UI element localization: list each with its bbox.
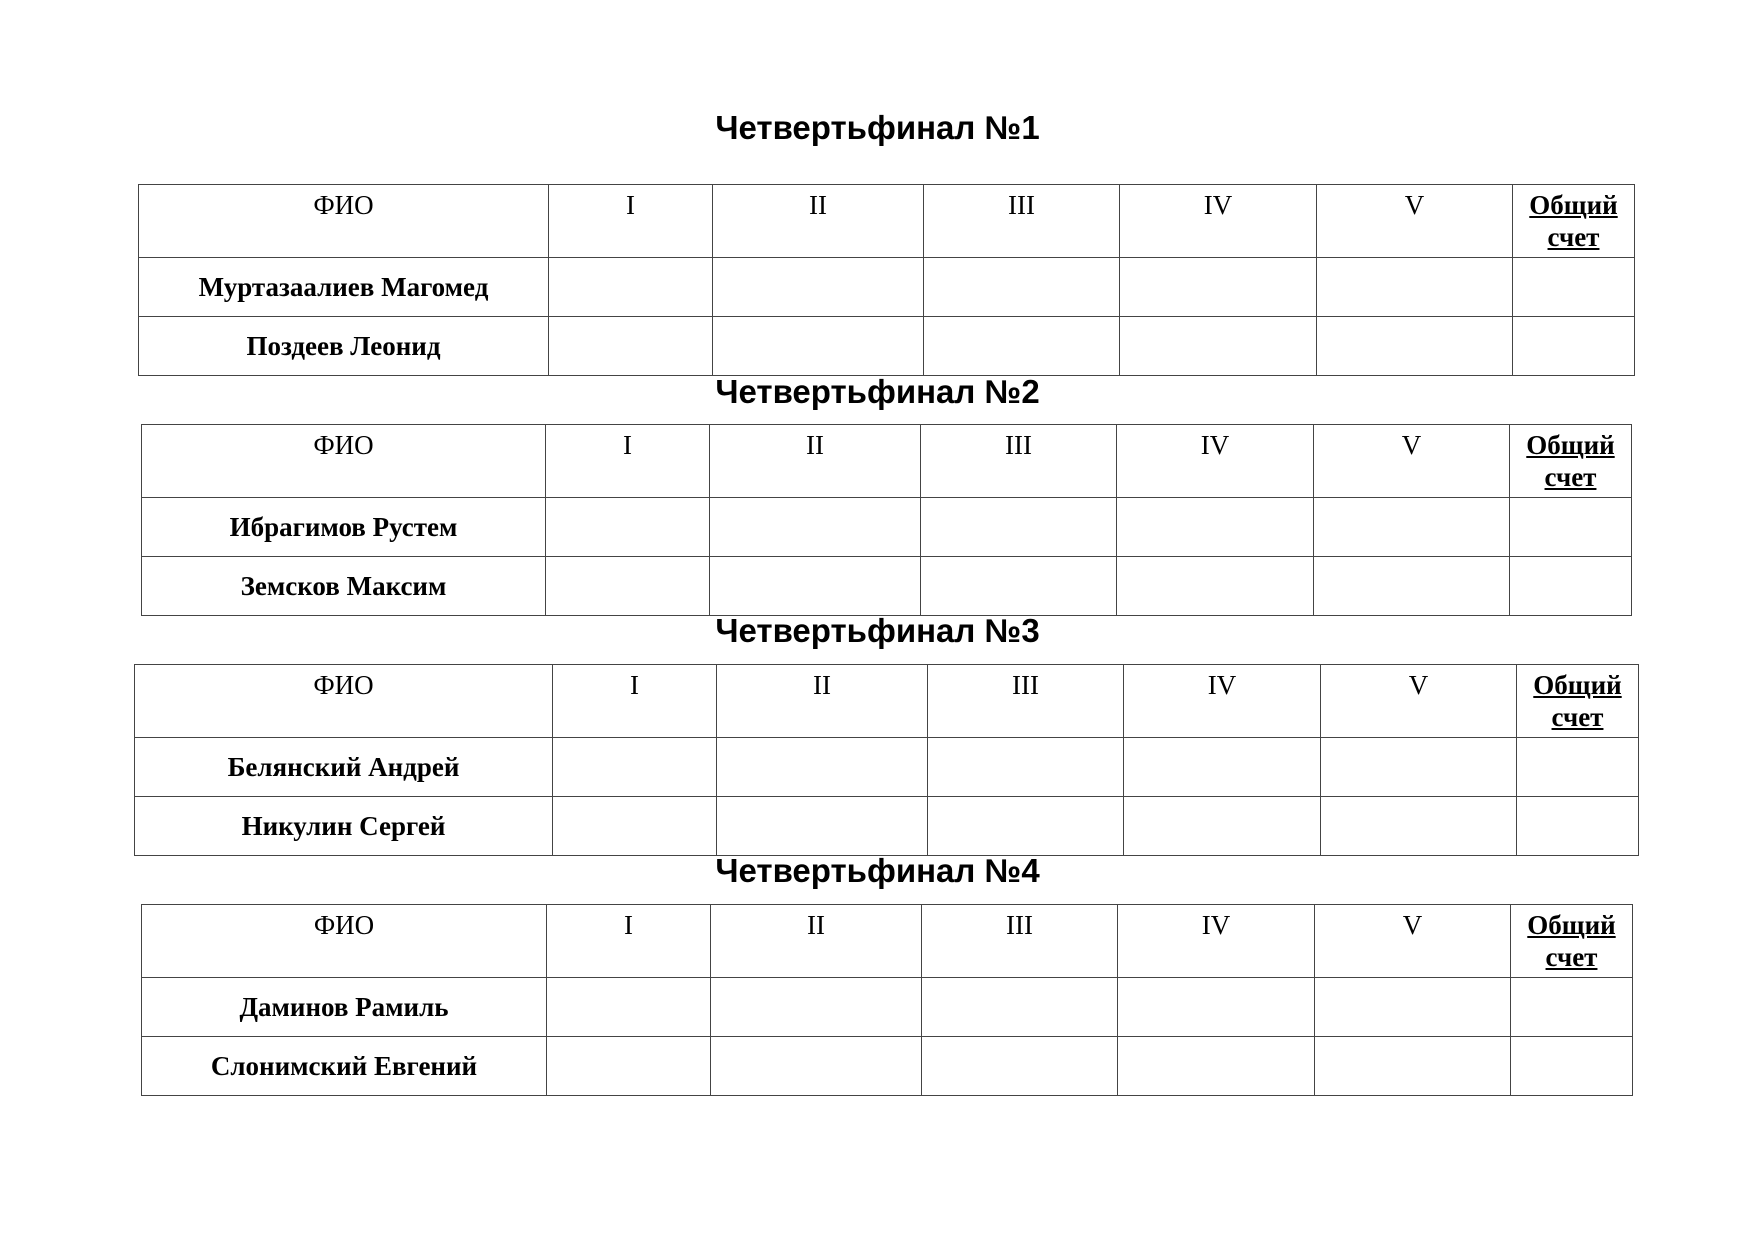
total-label-line-1: Общий [1529,190,1618,220]
player-name: Белянский Андрей [135,738,553,797]
column-header-round-1: I [546,425,710,498]
score-cell-round-5[interactable] [1321,738,1517,797]
score-cell-round-2[interactable] [713,258,924,317]
column-header-name: ФИО [142,425,546,498]
score-cell-round-1[interactable] [547,1037,711,1096]
column-header-round-1: I [549,185,713,258]
score-cell-round-5[interactable] [1315,978,1511,1037]
column-header-round-2: II [711,905,922,978]
score-cell-round-3[interactable] [928,797,1124,856]
player-name: Даминов Рамиль [142,978,547,1037]
score-cell-round-1[interactable] [549,258,713,317]
score-cell-round-2[interactable] [717,797,928,856]
column-header-total [1511,905,1633,978]
total-label-line-1: Общий [1533,670,1622,700]
score-cell-round-1[interactable] [553,797,717,856]
column-header-round-3: III [928,665,1124,738]
score-cell-round-2[interactable] [710,498,921,557]
score-cell-round-1[interactable] [553,738,717,797]
table-header-row [142,425,1632,498]
score-cell-round-5[interactable] [1314,498,1510,557]
table-row [142,1037,1633,1096]
score-cell-round-2[interactable] [711,978,922,1037]
column-header-total [1517,665,1639,738]
column-header-name: ФИО [139,185,549,258]
column-header-total [1510,425,1632,498]
score-cell-total[interactable] [1517,738,1639,797]
score-cell-round-1[interactable] [549,317,713,376]
column-header-name: ФИО [142,905,547,978]
score-cell-round-4[interactable] [1124,738,1321,797]
column-header-round-2: II [713,185,924,258]
column-header-round-4: IV [1120,185,1317,258]
column-header-name: ФИО [135,665,553,738]
score-cell-round-1[interactable] [546,498,710,557]
quarterfinal-2-title: Четвертьфинал №2 [715,373,1040,410]
quarterfinal-3-table [134,664,1639,856]
score-cell-round-3[interactable] [924,317,1120,376]
table-row [139,258,1635,317]
column-header-round-4: IV [1124,665,1321,738]
score-cell-total[interactable] [1510,557,1632,616]
player-name: Муртазаалиев Магомед [139,258,549,317]
table-header-row [142,905,1633,978]
score-cell-round-3[interactable] [921,498,1117,557]
score-cell-round-4[interactable] [1118,1037,1315,1096]
column-header-round-5: V [1317,185,1513,258]
score-cell-total[interactable] [1517,797,1639,856]
total-label-line-2: счет [1545,942,1598,972]
score-cell-round-1[interactable] [546,557,710,616]
table-row [142,978,1633,1037]
score-cell-round-5[interactable] [1317,258,1513,317]
score-cell-round-4[interactable] [1120,258,1317,317]
score-cell-round-5[interactable] [1315,1037,1511,1096]
score-cell-round-3[interactable] [928,738,1124,797]
column-header-round-3: III [921,425,1117,498]
score-cell-round-5[interactable] [1321,797,1517,856]
score-cell-total[interactable] [1513,258,1635,317]
column-header-round-4: IV [1117,425,1314,498]
score-cell-round-2[interactable] [710,557,921,616]
score-cell-round-3[interactable] [924,258,1120,317]
score-cell-round-1[interactable] [547,978,711,1037]
column-header-round-2: II [717,665,928,738]
score-cell-round-2[interactable] [711,1037,922,1096]
column-header-round-5: V [1315,905,1511,978]
score-cell-round-4[interactable] [1120,317,1317,376]
column-header-round-5: V [1314,425,1510,498]
table-row [135,738,1639,797]
player-name: Ибрагимов Рустем [142,498,546,557]
player-name: Слонимский Евгений [142,1037,547,1096]
quarterfinal-1-title: Четвертьфинал №1 [715,109,1040,146]
total-label-line-2: счет [1547,222,1600,252]
total-label-line-1: Общий [1526,430,1615,460]
score-cell-round-2[interactable] [717,738,928,797]
score-cell-round-4[interactable] [1117,498,1314,557]
score-cell-round-4[interactable] [1124,797,1321,856]
table-header-row [139,185,1635,258]
score-cell-round-5[interactable] [1317,317,1513,376]
score-cell-total[interactable] [1511,1037,1633,1096]
column-header-round-3: III [922,905,1118,978]
player-name: Земсков Максим [142,557,546,616]
column-header-round-5: V [1321,665,1517,738]
table-row [139,317,1635,376]
player-name: Поздеев Леонид [139,317,549,376]
score-cell-round-2[interactable] [713,317,924,376]
column-header-round-1: I [553,665,717,738]
column-header-round-1: I [547,905,711,978]
player-name: Никулин Сергей [135,797,553,856]
score-cell-round-3[interactable] [922,1037,1118,1096]
score-cell-round-3[interactable] [921,557,1117,616]
score-cell-total[interactable] [1510,498,1632,557]
score-cell-total[interactable] [1511,978,1633,1037]
quarterfinal-1-table [138,184,1635,376]
table-row [142,498,1632,557]
table-row [142,557,1632,616]
column-header-round-2: II [710,425,921,498]
column-header-round-4: IV [1118,905,1315,978]
score-cell-round-5[interactable] [1314,557,1510,616]
total-label-line-1: Общий [1527,910,1616,940]
quarterfinal-4-table [141,904,1633,1096]
score-cell-total[interactable] [1513,317,1635,376]
table-header-row [135,665,1639,738]
column-header-round-3: III [924,185,1120,258]
quarterfinal-4-title: Четвертьфинал №4 [715,852,1040,889]
quarterfinal-2-table [141,424,1632,616]
score-cell-round-4[interactable] [1118,978,1315,1037]
column-header-total [1513,185,1635,258]
score-cell-round-3[interactable] [922,978,1118,1037]
score-cell-round-4[interactable] [1117,557,1314,616]
quarterfinal-3-title: Четвертьфинал №3 [715,612,1040,649]
table-row [135,797,1639,856]
total-label-line-2: счет [1551,702,1604,732]
total-label-line-2: счет [1544,462,1597,492]
